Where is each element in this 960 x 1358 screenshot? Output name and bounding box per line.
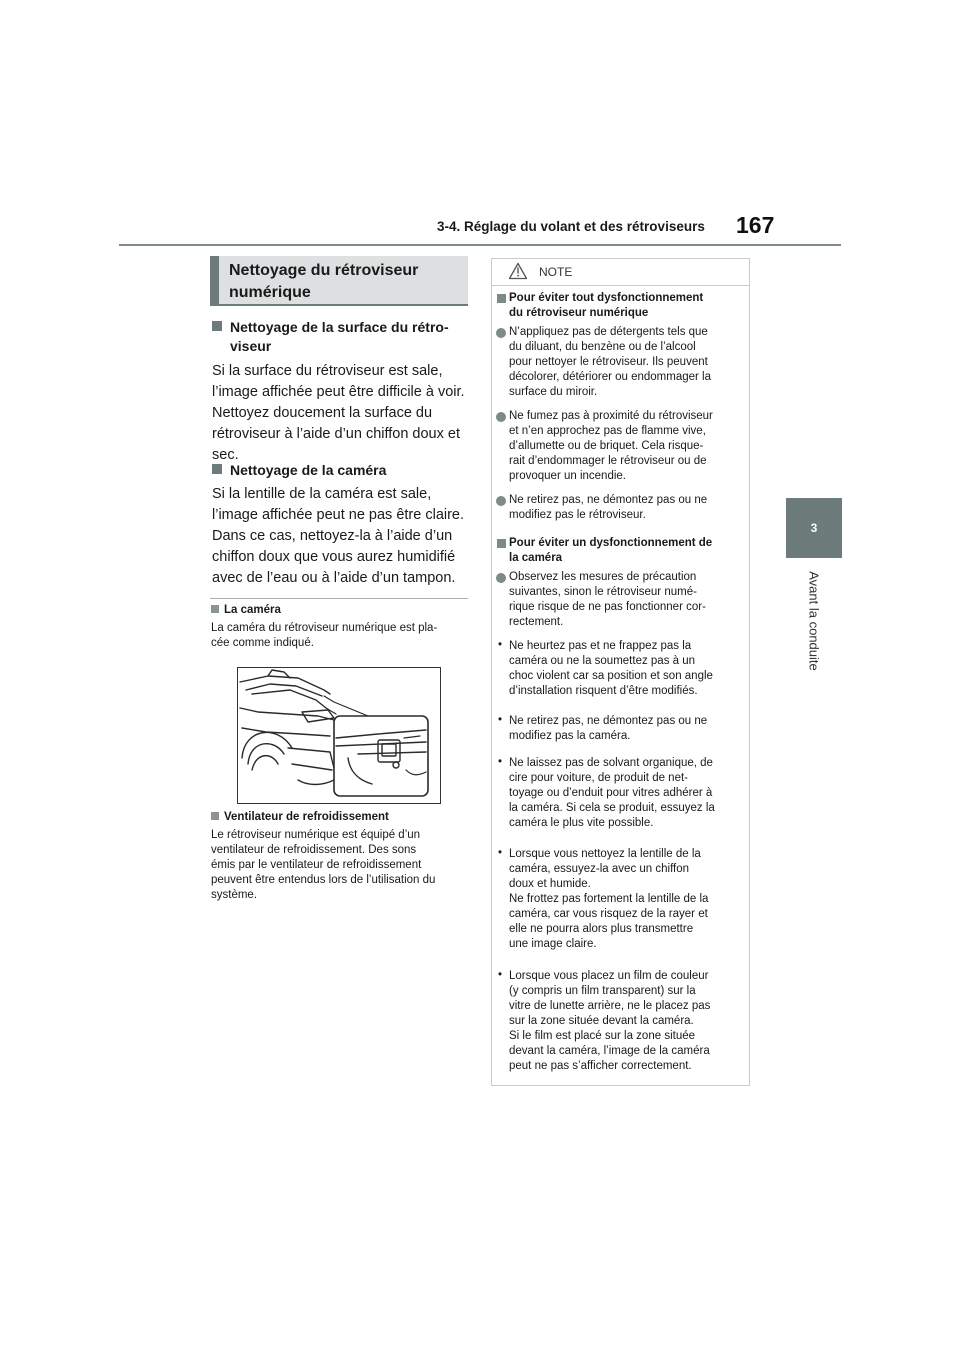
text-line: doux et humide. (509, 878, 591, 890)
text-line: Ne fumez pas à proximité du rétroviseur (509, 410, 713, 422)
text-line: N’appliquez pas de détergents tels que (509, 326, 708, 338)
text-line: Ne retirez pas, ne démontez pas ou ne (509, 494, 708, 506)
text-line: Ne laissez pas de solvant organique, de (509, 757, 713, 769)
note-item-detergents (509, 325, 747, 400)
note-item-smoking (509, 409, 747, 484)
round-bullet-icon (496, 412, 506, 422)
text-line: avec de l’eau ou à l’aide d’un tampon. (212, 570, 456, 586)
subheading-camera-cleaning (212, 461, 472, 480)
note-item-precautions (509, 570, 747, 630)
text-line: Si la lentille de la caméra est sale, (212, 486, 432, 502)
square-bullet-icon (212, 321, 222, 331)
vehicle-rear-camera-icon (238, 668, 440, 803)
text-line: cire pour voiture, de produit de net- (509, 772, 688, 784)
text-line: rétroviseur à l’aide d’un chiffon doux et (212, 426, 460, 442)
section-heading-line2: numérique (229, 284, 311, 301)
text-line: caméra le plus vite possible. (509, 817, 654, 829)
dash-bullet: • (498, 969, 503, 981)
page-number: 167 (736, 212, 775, 238)
dash-bullet: • (498, 756, 503, 768)
info-paragraph-fan (211, 828, 473, 903)
text-line: toyage ou d’enduit pour vitres adhérer à (509, 787, 713, 799)
square-bullet-icon (211, 605, 219, 613)
chapter-tab (786, 498, 842, 558)
text-line: pour nettoyer le rétroviseur. Ils peuvent (509, 356, 708, 368)
paragraph-camera-cleaning (212, 484, 474, 589)
paragraph-mirror-cleaning (212, 361, 474, 466)
text-line: Lorsque vous placez un film de couleur (509, 970, 709, 982)
chapter-label (786, 566, 842, 676)
dash-bullet: • (498, 714, 503, 726)
note-header (491, 258, 750, 286)
text-line: rait d’endommager le rétroviseur ou de (509, 455, 707, 467)
text-line: Le rétroviseur numérique est équipé d’un (211, 829, 421, 841)
section-divider (210, 598, 468, 599)
text-line: Dans ce cas, nettoyez-la à l’aide d’un (212, 528, 453, 544)
text-line: l’image affichée peut ne pas être claire. (212, 507, 465, 523)
text-line: Si la surface du rétroviseur est sale, (212, 363, 443, 379)
text-line: surface du miroir. (509, 386, 598, 398)
note-subitem-impact (509, 639, 747, 699)
camera-location-illustration (237, 667, 441, 804)
round-bullet-icon (496, 328, 506, 338)
round-bullet-icon (496, 496, 506, 506)
text-line: Lorsque vous nettoyez la lentille de la (509, 848, 701, 860)
text-line: (y compris un film transparent) sur la (509, 985, 696, 997)
text-line: peuvent être entendus lors de l’utilisation du (211, 874, 436, 886)
info-heading-fan (211, 811, 389, 823)
subheading-mirror-cleaning (212, 318, 472, 356)
note-heading-mirror (509, 291, 747, 321)
text-line: modifiez pas le rétroviseur. (509, 509, 646, 521)
text-line: choc violent car sa position et son angle (509, 670, 713, 682)
text-line: d’allumette ou de briquet. Cela risque- (509, 440, 704, 452)
square-bullet-icon (497, 539, 506, 548)
text-line: décolorer, détériorer ou endommager la (509, 371, 712, 383)
dash-bullet: • (498, 847, 503, 859)
note-subitem-solvents (509, 756, 747, 831)
text-line: elle ne pourra alors plus transmettre (509, 923, 694, 935)
text-line: Pour éviter tout dysfonctionnement (509, 292, 704, 304)
text-line: caméra ou ne la soumettez pas à un (509, 655, 696, 667)
note-subitem-lens-cleaning (509, 847, 747, 952)
text-line: peut ne pas s’afficher correctement. (509, 1060, 692, 1072)
text-line: du diluant, du benzène ou de l’alcool (509, 341, 696, 353)
text-line: et n’en approchez pas de flamme vive, (509, 425, 706, 437)
text-line: système. (211, 889, 258, 901)
text-line: provoquer un incendie. (509, 470, 626, 482)
text-line: une image claire. (509, 938, 597, 950)
text-line: La caméra du rétroviseur numérique est pla- (211, 622, 438, 634)
note-label: NOTE (539, 265, 573, 279)
text-line: chiffon doux que vous aurez humidifié (212, 549, 456, 565)
text-line: vitre de lunette arrière, ne le placez pas (509, 1000, 711, 1012)
text-line: Ne frottez pas fortement la lentille de la (509, 893, 709, 905)
dash-bullet: • (498, 639, 503, 651)
text-line: du rétroviseur numérique (509, 307, 649, 319)
text-line: d’installation risquent d’être modifiés. (509, 685, 698, 697)
text-line: rectement. (509, 616, 564, 628)
section-heading-line1: Nettoyage du rétroviseur (229, 262, 419, 279)
text-line: Ne heurtez pas et ne frappez pas la (509, 640, 692, 652)
subheading-text: Nettoyage de la surface du rétro- (230, 319, 449, 335)
square-bullet-icon (211, 812, 219, 820)
info-heading-camera (211, 604, 281, 616)
info-heading-text: La caméra (224, 604, 281, 616)
text-line: cée comme indiqué. (211, 637, 314, 649)
text-line: la caméra. Si cela se produit, essuyez la (509, 802, 715, 814)
info-paragraph-camera (211, 621, 473, 651)
text-line: suivantes, sinon le rétroviseur numé- (509, 586, 697, 598)
text-line: ventilateur de refroidissement. Des sons (211, 844, 417, 856)
note-subitem-no-disassembly (509, 714, 747, 744)
text-line: Pour éviter un dysfonctionnement de (509, 537, 713, 549)
note-heading-camera (509, 536, 747, 566)
text-line: sur la zone située devant la caméra. (509, 1015, 694, 1027)
info-heading-text: Ventilateur de refroidissement (224, 811, 389, 823)
text-line: Si le film est placé sur la zone située (509, 1030, 696, 1042)
square-bullet-icon (212, 464, 222, 474)
subheading-text: Nettoyage de la caméra (230, 462, 387, 478)
note-item-no-disassembly (509, 493, 747, 523)
running-header: 3-4. Réglage du volant et des rétroviseurs (437, 219, 705, 234)
text-line: l’image affichée peut être difficile à voir. (212, 384, 465, 400)
text-line: caméra, essuyez-la avec un chiffon (509, 863, 690, 875)
text-line: caméra, car vous risquez de la rayer et (509, 908, 708, 920)
text-line: rique risque de ne pas fonctionner cor- (509, 601, 706, 613)
chapter-number: 3 (810, 521, 818, 535)
text-line: la caméra (509, 552, 563, 564)
text-line: émis par le ventilateur de refroidissement (211, 859, 422, 871)
text-line: Nettoyez doucement la surface du (212, 405, 433, 421)
square-bullet-icon (497, 294, 506, 303)
header-rule (119, 244, 841, 246)
text-line: sec. (212, 447, 239, 463)
text-line: Observez les mesures de précaution (509, 571, 697, 583)
text-line: Ne retirez pas, ne démontez pas ou ne (509, 715, 708, 727)
round-bullet-icon (496, 573, 506, 583)
text-line: devant la caméra, l’image de la caméra (509, 1045, 710, 1057)
warning-triangle-icon (508, 262, 528, 280)
text-line: modifiez pas la caméra. (509, 730, 631, 742)
chapter-label-text: Avant la conduite (806, 571, 822, 671)
section-heading (210, 256, 468, 306)
subheading-text-cont: viseur (230, 338, 272, 354)
note-subitem-window-film (509, 969, 747, 1074)
